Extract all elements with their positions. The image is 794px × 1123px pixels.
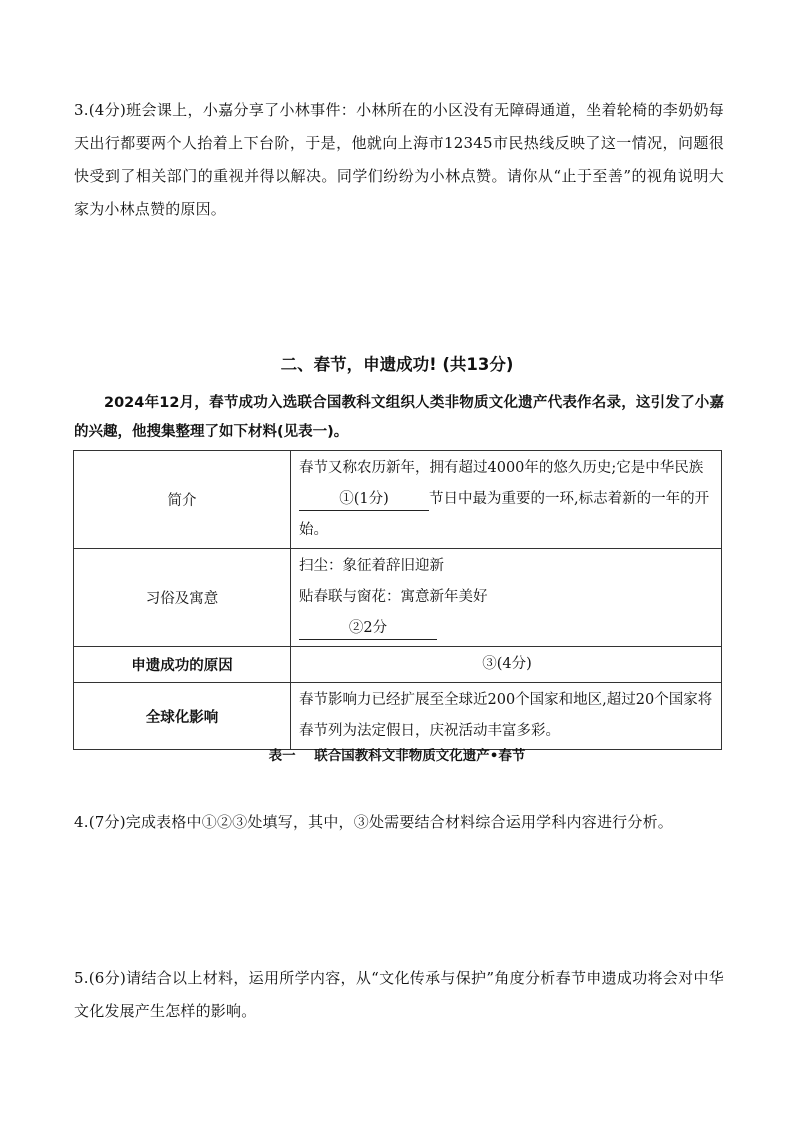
table-header-reason: 申遗成功的原因 [74, 647, 291, 683]
fill-blank-1[interactable]: ①(1分) [299, 488, 429, 511]
table-row [74, 451, 722, 549]
table-row [74, 647, 722, 683]
table-header-customs: 习俗及寓意 [74, 549, 291, 647]
table-row [74, 549, 722, 647]
table-caption: 表一 联合国教科文非物质文化遗产•春节 [268, 748, 526, 764]
custom-line-2: 贴春联与窗花：寓意新年美好 [299, 589, 488, 605]
table-cell-global: 春节影响力已经扩展至全球近200个国家和地区,超过20个国家将春节列为法定假日，庆祝活动丰富多彩。 [291, 683, 722, 750]
intro-text-before: 春节又称农历新年，拥有超过4000年的悠久历史;它是中华民族 [299, 460, 704, 476]
intro-text-after: 节日中最为重要的一环,标志着新的一年的开始。 [299, 491, 710, 538]
question-5: 5.(6分)请结合以上材料，运用所学内容，从“文化传承与保护”角度分析春节申遗成功将会对中华文化发展产生怎样的影响。 [74, 969, 724, 1020]
fill-blank-3[interactable]: ③(4分) [291, 647, 722, 683]
table-header-intro: 简介 [74, 451, 291, 549]
question-3: 3.(4分)班会课上，小嘉分享了小林事件：小林所在的小区没有无障碍通道，坐着轮椅的李奶奶每天出行都要两个人抬着上下台阶，于是，他就向上海市12345市民热线反映了这一情况，问题很快受到了相关部门的重视并得以解决。同学们纷纷为小林点赞。请你从“止于至善”的视角说明大家为小林点赞的原因。 [74, 101, 724, 218]
material-table [73, 450, 722, 750]
fill-blank-2[interactable]: ②2分 [299, 617, 437, 640]
section-title: 二、春节，申遗成功! (共13分) [280, 355, 514, 374]
table-cell-customs [291, 549, 722, 647]
section-intro: 2024年12月，春节成功入选联合国教科文组织人类非物质文化遗产代表作名录，这引发了小嘉的兴趣，他搜集整理了如下材料(见表一)。 [74, 395, 724, 440]
table-cell-intro [291, 451, 722, 549]
question-4: 4.(7分)完成表格中①②③处填写，其中，③处需要结合材料综合运用学科内容进行分析。 [74, 813, 673, 831]
table-row [74, 683, 722, 750]
table-header-global: 全球化影响 [74, 683, 291, 750]
custom-line-1: 扫尘：象征着辞旧迎新 [299, 558, 444, 574]
